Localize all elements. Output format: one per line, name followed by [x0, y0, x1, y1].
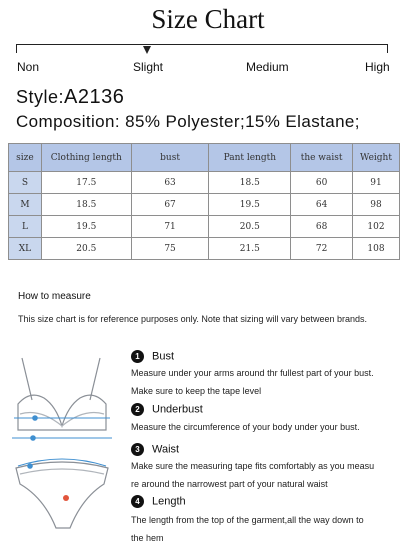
- measure-title: Length: [152, 495, 186, 508]
- measure-desc-line: Measure under your arms around thr fullest part of your bust.: [131, 368, 374, 378]
- waist-marker: [27, 463, 33, 469]
- measure-length-desc: [131, 511, 406, 547]
- table-cell: 21.5: [209, 238, 291, 260]
- measure-bust-desc: [131, 364, 406, 400]
- header-waist: the waist: [291, 144, 353, 172]
- scale-label-medium: Medium: [246, 60, 289, 74]
- measure-waist-heading: [131, 443, 179, 456]
- scale-label-non: Non: [17, 60, 40, 74]
- number-3-icon: 3: [131, 443, 144, 456]
- underbust-marker: [30, 435, 36, 441]
- measure-title: Bust: [152, 350, 175, 363]
- table-cell: 67: [131, 194, 209, 216]
- measure-desc-line: The length from the top of the garment,all the way down to: [131, 515, 364, 525]
- table-cell: 102: [353, 216, 400, 238]
- header-bust: bust: [131, 144, 209, 172]
- style-label: Style:: [16, 87, 65, 107]
- table-cell: M: [9, 194, 42, 216]
- header-clothing-length: Clothing length: [41, 144, 131, 172]
- composition-value: 85% Polyester;15% Elastane;: [125, 112, 360, 131]
- composition-line: [16, 112, 360, 132]
- table-cell: 71: [131, 216, 209, 238]
- measure-underbust-desc: [131, 418, 406, 436]
- length-marker: [63, 495, 69, 501]
- table-row: [9, 194, 400, 216]
- bikini-illustration: [8, 352, 116, 542]
- table-row: [9, 172, 400, 194]
- measure-desc-line: re around the narrowest part of your natural waist: [131, 479, 328, 489]
- header-pant-length: Pant length: [209, 144, 291, 172]
- scale-label-high: High: [365, 60, 390, 74]
- header-size: size: [9, 144, 42, 172]
- bikini-bottom-illustration: [16, 459, 108, 528]
- scale-tick: [387, 44, 388, 53]
- scale-label-slight: Slight: [133, 60, 164, 74]
- number-1-icon: 1: [131, 350, 144, 363]
- bust-marker: [32, 415, 38, 421]
- number-2-icon: 2: [131, 403, 144, 416]
- header-weight: Weight: [353, 144, 400, 172]
- table-cell: 72: [291, 238, 353, 260]
- measure-bust-heading: [131, 350, 174, 363]
- page-title: Size Chart: [151, 4, 265, 34]
- table-cell: 68: [291, 216, 353, 238]
- measure-underbust-heading: [131, 403, 203, 416]
- table-cell: 20.5: [41, 238, 131, 260]
- bikini-top-illustration: [12, 358, 112, 438]
- style-value: A2136: [64, 86, 125, 108]
- table-cell: S: [9, 172, 42, 194]
- measure-desc-line: the hem: [131, 533, 164, 543]
- measure-title: Waist: [152, 443, 180, 456]
- table-cell: 20.5: [209, 216, 291, 238]
- number-4-icon: 4: [131, 495, 144, 508]
- table-cell: 60: [291, 172, 353, 194]
- table-cell: L: [9, 216, 42, 238]
- table-cell: 18.5: [41, 194, 131, 216]
- size-table: [8, 143, 400, 260]
- measure-desc-line: Make sure the measuring tape fits comfortably as you measu: [131, 461, 375, 471]
- measure-length-heading: [131, 495, 186, 508]
- scale-line: [16, 44, 388, 45]
- table-cell: 63: [131, 172, 209, 194]
- scale-tick: [16, 44, 17, 53]
- measure-title: Underbust: [152, 403, 203, 416]
- measure-waist-desc: [131, 457, 406, 493]
- table-cell: 19.5: [41, 216, 131, 238]
- table-cell: 18.5: [209, 172, 291, 194]
- table-cell: 108: [353, 238, 400, 260]
- sizing-note: This size chart is for reference purposes only. Note that sizing will vary between brands.: [18, 314, 367, 324]
- table-cell: XL: [9, 238, 42, 260]
- table-row: [9, 216, 400, 238]
- table-cell: 64: [291, 194, 353, 216]
- measure-desc-line: Make sure to keep the tape level: [131, 386, 262, 396]
- how-to-measure-title: How to measure: [18, 291, 91, 302]
- table-cell: 17.5: [41, 172, 131, 194]
- table-cell: 75: [131, 238, 209, 260]
- measure-desc-line: Measure the circumference of your body under your bust.: [131, 422, 360, 432]
- table-row: [9, 238, 400, 260]
- table-cell: 19.5: [209, 194, 291, 216]
- composition-label: Composition:: [16, 112, 121, 131]
- table-cell: 91: [353, 172, 400, 194]
- style-line: [16, 86, 124, 109]
- table-header-row: [9, 144, 400, 172]
- table-cell: 98: [353, 194, 400, 216]
- ruler-pointer-icon: [143, 46, 151, 54]
